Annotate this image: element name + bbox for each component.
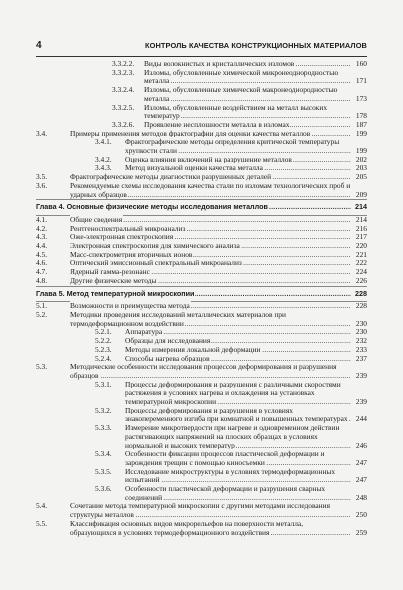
section-number: 5.3.3. [95, 423, 112, 433]
section-number: 3.3.2.4. [112, 85, 135, 95]
toc-entry[interactable] [36, 520, 367, 537]
page-ref: 248 [355, 492, 367, 502]
section-title: Глава 5. Метод температурной микроскопии [36, 288, 195, 298]
page-ref: 244 [355, 414, 367, 424]
running-header [36, 40, 367, 57]
page-ref: 226 [355, 275, 367, 285]
section-title: Изломы, обусловленные воздействием на металл высоких температур [144, 102, 328, 121]
page-ref: 247 [355, 475, 367, 485]
section-number: 5.3.4. [95, 449, 112, 459]
section-title: Оценка влияния включений на разрушение металлов [125, 154, 292, 164]
section-title: Глава 4. Основные физические методы исследования металлов [36, 202, 268, 212]
section-title: Фрактографические методы диагностики разрушенных деталей [70, 172, 272, 182]
page-ref: 217 [355, 232, 367, 242]
section-number: 4.2. [36, 223, 48, 233]
section-title: Ядерный гамма-резонанс [70, 267, 150, 277]
page-ref: 209 [355, 189, 367, 199]
page-ref: 199 [355, 128, 367, 138]
page-ref: 221 [355, 249, 367, 259]
toc-entry[interactable] [36, 407, 367, 424]
section-title: Способы нагрева образцов [125, 353, 210, 363]
section-title: Измерение микротвердости при нагреве и одновременном действии растягивающих напряжений на плоских образцах в условиях нормальной и высоких температур [125, 423, 340, 450]
section-title: Возможности и преимущества метода [70, 301, 190, 311]
section-title: Особенности фиксации процессов пластической деформации и зарождения трещин с помощью киносъемки [125, 449, 325, 467]
section-title: Изломы, обусловленные химической макронеоднородностью металла [144, 85, 338, 103]
chapter-heading[interactable] [36, 203, 367, 212]
page-ref: 214 [355, 214, 367, 224]
toc-entry[interactable] [36, 424, 367, 450]
section-number: 4.5. [36, 249, 48, 259]
page-number: 4 [36, 40, 42, 51]
page-ref: 203 [355, 163, 367, 173]
section-number: 5.2. [36, 309, 48, 319]
section-number: 5.3.5. [95, 466, 112, 476]
section-title: Метод визуальной оценки качества металла [125, 163, 263, 173]
page-ref: 202 [355, 154, 367, 164]
toc-entry[interactable] [36, 311, 367, 328]
section-number: 3.6. [36, 180, 48, 190]
section-title: Рентгеноспектральный микроанализ [70, 223, 186, 233]
section-number: 5.5. [36, 518, 48, 528]
page-ref: 178 [355, 111, 367, 121]
page-ref: 216 [355, 223, 367, 233]
page-ref: 199 [355, 146, 367, 156]
section-title: Методики проведения исследований металлических материалов при термодеформационном воздействии [70, 309, 286, 328]
section-number: 3.3.2.3. [112, 67, 135, 77]
toc-entry[interactable] [36, 182, 367, 199]
toc-entry[interactable] [36, 138, 367, 155]
section-title: Общие сведения [70, 214, 123, 224]
section-title: Масс-спектрометрия вторичных ионов [70, 249, 193, 259]
section-title: Особенности пластической деформации и разрушения сварных соединений [125, 484, 326, 502]
section-number: 5.2.2. [95, 336, 112, 346]
section-title: Проявление несплошности металла в изломах [144, 119, 290, 129]
chapter-heading[interactable] [36, 290, 367, 299]
page-ref: 228 [355, 288, 367, 298]
page-ref: 232 [355, 336, 367, 346]
page-ref: 173 [355, 93, 367, 103]
section-number: 3.4.2. [95, 154, 112, 164]
section-number: 4.4. [36, 241, 48, 251]
section-number: 5.2.3. [95, 344, 112, 354]
toc-entry[interactable] [36, 485, 367, 502]
section-number: 5.3.6. [95, 484, 112, 494]
section-title: Методические особенности исследования процессов деформирования и разрушения образцов [70, 362, 337, 380]
page-ref: 230 [355, 318, 367, 328]
page-ref: 237 [355, 353, 367, 363]
section-title: Оптический эмиссионный спектральный микроанализ [70, 258, 242, 268]
section-title: Процессы деформирования и разрушения в условиях знакопеременного изгиба при комнатной и повышенных температурах [125, 405, 348, 424]
section-title: Примеры применения методов фрактографии для оценки качества металлов [70, 128, 311, 138]
section-number: 5.1. [36, 301, 48, 311]
section-title: Фрактографические методы определения критической температуры хрупкости стали [125, 137, 340, 156]
page-ref: 239 [355, 370, 367, 380]
toc-entry[interactable] [36, 468, 367, 485]
page-ref: 246 [355, 440, 367, 450]
section-number: 5.3.2. [95, 405, 112, 415]
section-title: Аппаратура [125, 327, 163, 337]
section-number: 3.4.1. [95, 137, 112, 147]
toc-entry[interactable] [36, 104, 367, 121]
section-title: Сочетание метода температурной микроскопии с другими методами исследования структуры металлов [70, 501, 330, 520]
section-number: 4.7. [36, 267, 48, 277]
section-number: 5.2.1. [95, 327, 112, 337]
page-ref: 247 [355, 457, 367, 467]
page-ref: 230 [355, 327, 367, 337]
section-title: Процессы деформирования и разрушения с различными скоростями растяжения в условиях нагрева и охлаждения на установках температурной микроскопии [125, 379, 341, 407]
running-title: КОНТРОЛЬ КАЧЕСТВА КОНСТРУКЦИОННЫХ МАТЕРИАЛОВ [145, 41, 367, 50]
toc-entry[interactable] [36, 381, 367, 407]
section-number: 5.3. [36, 362, 48, 372]
toc-entry[interactable] [36, 69, 367, 86]
section-title: Классификация основных видов микрорельефов на поверхности металла, образующихся в условиях термодеформационного воздействия [70, 518, 304, 537]
section-number: 5.4. [36, 501, 48, 511]
toc-entry[interactable] [36, 86, 367, 103]
page-ref: 160 [355, 59, 367, 68]
section-title: Методы измерения локальной деформации [125, 344, 261, 354]
section-number: 3.5. [36, 172, 48, 182]
page-ref: 224 [355, 267, 367, 277]
page-ref: 222 [355, 258, 367, 268]
section-title: Исследование микроструктуры в условиях термодеформационных испытаний [125, 466, 336, 485]
section-number: 3.4. [36, 128, 48, 138]
section-number: 3.3.2.6. [112, 119, 135, 129]
section-number: 5.3.1. [95, 379, 112, 389]
chapter-divider [36, 199, 367, 200]
section-number: 4.6. [36, 258, 48, 268]
page-ref: 214 [355, 202, 367, 212]
toc-entry[interactable] [36, 450, 367, 467]
section-number: 5.2.4. [95, 353, 112, 363]
section-number: 3.4.3. [95, 163, 112, 173]
page-ref: 187 [355, 119, 367, 129]
page-ref: 228 [355, 301, 367, 311]
chapter-divider [36, 286, 367, 287]
section-number: 3.3.2.5. [112, 102, 135, 112]
page-ref: 220 [355, 241, 367, 251]
section-number: 3.3.2.2. [112, 59, 135, 68]
section-title: Другие физические методы [70, 275, 157, 285]
page-ref: 233 [355, 344, 367, 354]
table-of-contents [36, 60, 367, 537]
section-number: 4.8. [36, 275, 48, 285]
section-title: Образцы для исследования [125, 336, 211, 346]
page-ref: 171 [355, 76, 367, 86]
toc-entry[interactable] [36, 363, 367, 380]
page-ref: 205 [355, 172, 367, 182]
page-ref: 259 [355, 527, 367, 537]
section-number: 4.3. [36, 232, 48, 242]
page-ref: 250 [355, 510, 367, 520]
toc-entry[interactable] [36, 277, 367, 286]
section-title: Изломы, обусловленные химической микронеоднородностью металла [144, 67, 339, 86]
page-ref: 239 [355, 397, 367, 407]
section-title: Рекомендуемые схемы исследования качества стали по изломам технологических проб и ударных образцов [70, 180, 351, 199]
toc-entry[interactable] [36, 502, 367, 519]
section-number: 4.1. [36, 214, 48, 224]
section-title: Оже-электронная спектроскопия [70, 232, 174, 242]
section-title: Электронная спектроскопия для химического анализа [70, 241, 240, 251]
section-title: Виды волокнистых и кристаллических изломов [144, 59, 295, 68]
